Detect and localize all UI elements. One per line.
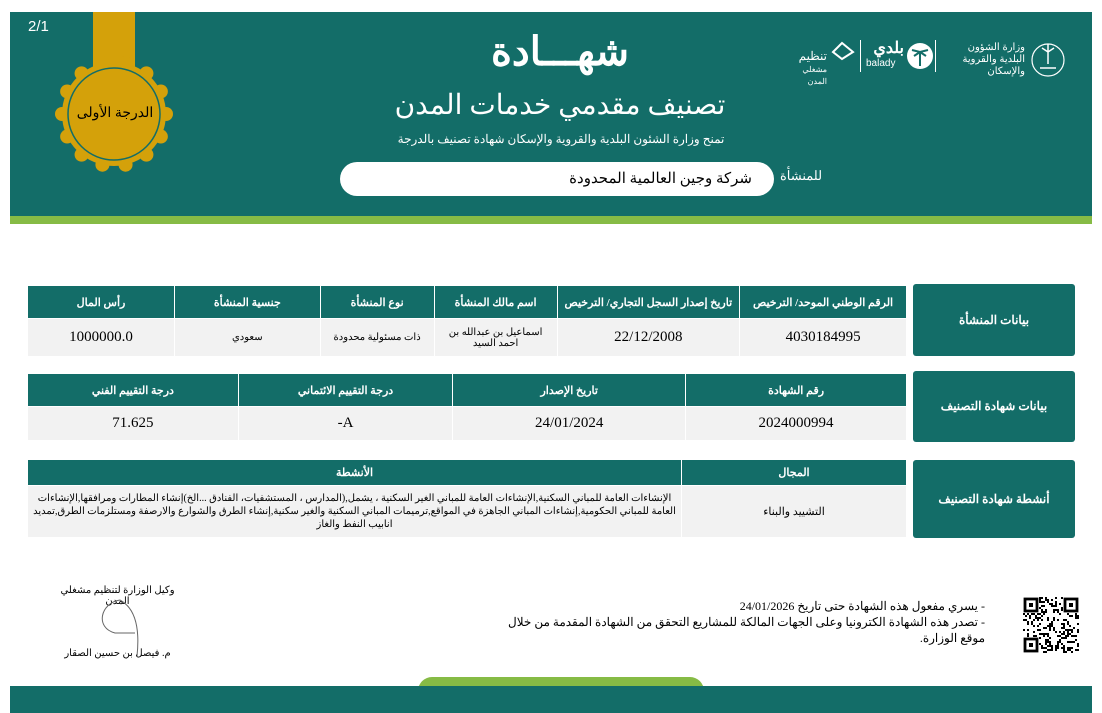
verification-note: - تصدر هذه الشهادة الكترونيا وعلى الجهات المالكة للمشاريع التحقق من الشهادة المقدمة من خلال موقع الوزارة. [508, 615, 985, 645]
credit-rating: A- [238, 407, 453, 441]
validity-text: - يسري مفعول هذه الشهادة حتى تاريخ [797, 599, 985, 613]
technical-score: 71.625 [28, 407, 239, 441]
nationality: سعودي [175, 319, 321, 357]
org-name-field [340, 162, 774, 196]
certificate-grade: الدرجة الأولى [76, 106, 154, 121]
col-issue-date: تاريخ الإصدار [453, 374, 686, 407]
section-activities: أنشطة شهادة التصنيف [913, 460, 1075, 538]
capital: 1000000.0 [28, 319, 175, 357]
col-field: المجال [682, 460, 907, 486]
certificate-title: شهـــادة [490, 29, 630, 74]
col-cr-date: تاريخ إصدار السجل التجاري/ الترخيص [557, 286, 740, 319]
org-data-table [27, 285, 907, 357]
signatory-title: وكيل الوزارة لتنظيم مشغلي المدن [60, 585, 175, 607]
table-row [28, 319, 907, 357]
ministry-emblem-icon [1030, 38, 1066, 78]
grant-text: تمنح وزارة الشئون البلدية والقروية والإسكان شهادة تصنيف بالدرجة [397, 132, 725, 146]
tanzeem-logo-text: تنظيم [798, 49, 827, 63]
ministry-logo-text: وزارة الشؤون البلدية والقروية والإسكان [962, 42, 1025, 77]
cr-date: 22/12/2008 [557, 319, 740, 357]
owner-name: اسماعيل بن عبدالله بن احمد السيد [434, 319, 557, 357]
table-row [28, 486, 907, 538]
col-type: نوع المنشأة [320, 286, 434, 319]
section-cert-data: بيانات شهادة التصنيف [913, 371, 1075, 442]
issue-date: 24/01/2024 [453, 407, 686, 441]
cert-number: 2024000994 [686, 407, 907, 441]
page-number: 2/1 [28, 18, 49, 35]
balady-logo-en: balady [866, 58, 896, 69]
col-cert-number: رقم الشهادة [686, 374, 907, 407]
field-value: التشييد والبناء [682, 486, 907, 538]
header-stripe [10, 216, 1092, 224]
footer-bar [10, 686, 1092, 713]
national-id: 4030184995 [740, 319, 907, 357]
cert-data-table [27, 373, 907, 441]
col-activities: الأنشطة [28, 460, 682, 486]
col-owner: اسم مالك المنشأة [434, 286, 557, 319]
org-name: شركة وجين العالمية المحدودة [569, 171, 752, 187]
certificate-notes [500, 598, 985, 646]
table-row [28, 407, 907, 441]
balady-logo-ar: بلدي [873, 40, 904, 57]
org-label: للمنشأة [780, 168, 823, 183]
activities-text: الإنشاءات العامة للمباني السكنية,الإنشاءات العامة للمباني الغير السكنية ، يشمل,(المدارس ، المستشفيات، الفنادق ...الخ)إنشاء المطارات ومرافقها,الإنشاءات العامة للمباني الحكومية,إنشاءات المباني الجاهزة في المواقع,ترميمات المباني السكنية والغير سكنية,إنشاء الطرق والشوارع والارصفة ومستلزمات الطرق,تمديد انابيب النفط والغاز [28, 486, 682, 538]
tanzeem-logo-icon [830, 40, 856, 62]
col-credit-rating: درجة التقييم الائتماني [238, 374, 453, 407]
col-technical-score: درجة التقييم الفني [28, 374, 239, 407]
col-nationality: جنسية المنشأة [175, 286, 321, 319]
logo-divider [935, 40, 936, 72]
logo-divider [860, 40, 861, 72]
section-org-data: بيانات المنشأة [913, 284, 1075, 356]
tanzeem-logo-sub: مشغلي المدن [802, 65, 827, 86]
signatory-name: م. فيصل بن حسين الصقار [64, 648, 171, 659]
col-national-id: الرقم الوطني الموحد/ الترخيص [740, 286, 907, 319]
validity-date: 24/01/2026 [739, 599, 795, 613]
org-type: ذات مسئولية محدودة [320, 319, 434, 357]
balady-palm-icon [906, 42, 934, 70]
qr-code-icon[interactable] [1023, 597, 1079, 653]
activities-table [27, 459, 907, 538]
certificate-subtitle: تصنيف مقدمي خدمات المدن [394, 90, 726, 121]
col-capital: رأس المال [28, 286, 175, 319]
